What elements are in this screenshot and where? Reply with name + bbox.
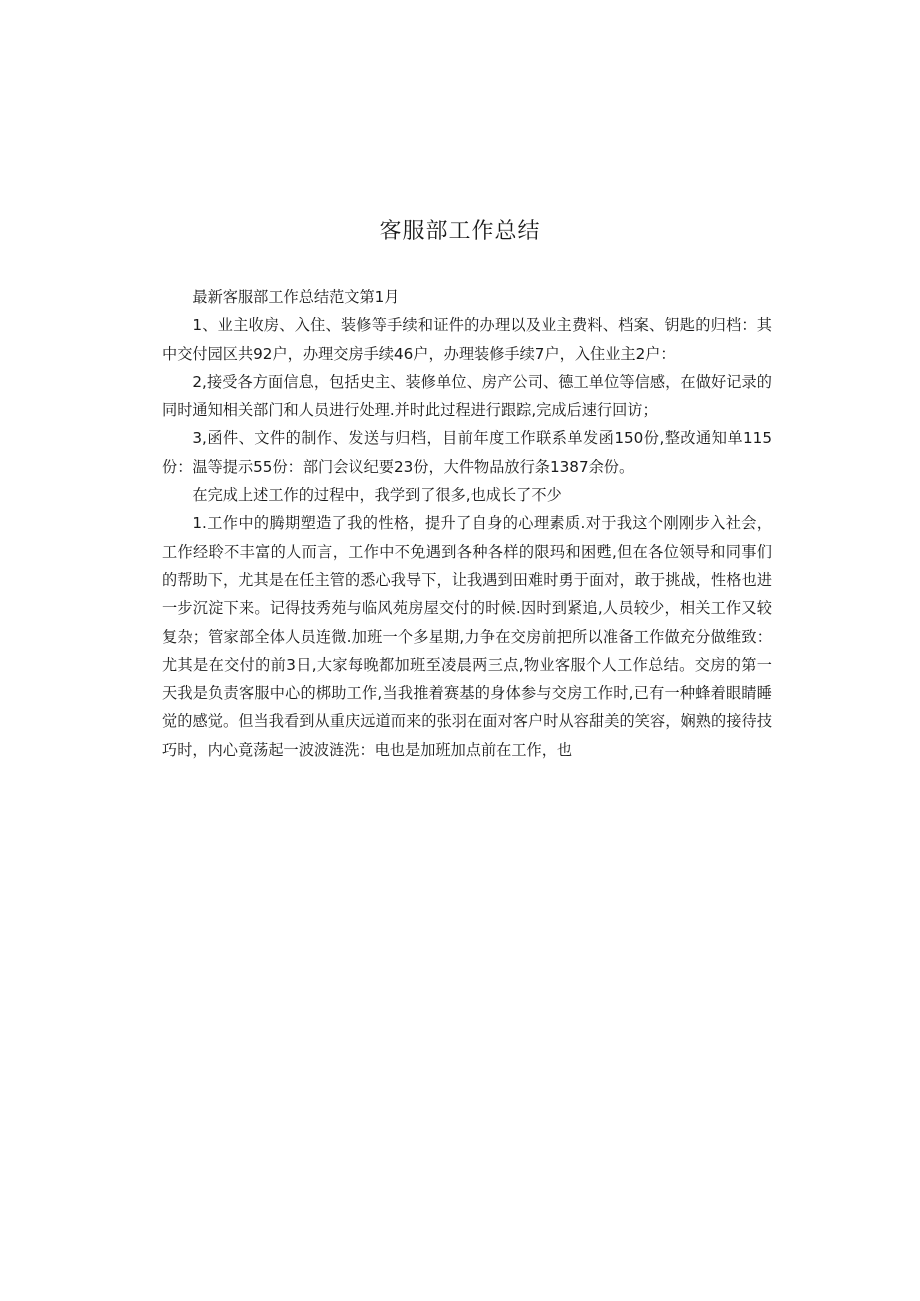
paragraph-transition: 在完成上述工作的过程中，我学到了很多,也成长了不少	[192, 486, 562, 505]
paragraph-item-3: 3,函件、文件的制作、发送与归档，目前年度工作联系单发函150份,整改通知单115份：温等提示55份：部门会议纪要23份，大件物品放行条1387余份。	[162, 429, 772, 476]
paragraph-subtitle: 最新客服部工作总结范文第1月	[192, 288, 400, 306]
paragraph-experience: 1.工作中的腾期塑造了我的性格，提升了自身的心理素质.对于我这个刚刚步入社会，工作经聆不丰富的人而言，工作中不免遇到各种各样的限玛和困甦,但在各位领导和同事们的帮助下，尤其是在任主管的悉心我导下，让我遇到田难时勇于面对，敢于挑战，性格也进一步沉淀下来。记得技秀苑与临风苑房屋交付的时候.因时到紧追,人员较少，相关工作又较复杂；管家部全体人员连微.加班一个多星期,力争在交房前把所以准备工作做充分做维致：尤其是在交付的前3日,大家每晚都加班至凌晨两三点,物业客服个人工作总结。交房的第一天我是负责客服中心的梆助工作,当我推着赛基的身体参与交房工作时,已有一种蜂着眼睛睡觉的感觉。但当我看到从重庆远道而来的张羽在面对客户时从容甜美的笑容，娴熟的接待技巧时，内心竟荡起一波波涟洗：电也是加班加点前在工作，也	[162, 514, 772, 759]
document-title: 客服部工作总结	[379, 219, 541, 244]
paragraph-item-2: 2,接受各方面信息，包括史主、装修单位、房产公司、德工单位等信感，在做好记录的同时通知相关部门和人员进行处理.并时此过程进行跟踪,完成后速行回访；	[162, 372, 772, 420]
paragraph-item-1: 1、业主收房、入住、装修等手续和证件的办理以及业主费料、档案、钥匙的归档：其中交付园区共92户，办理交房手续46户，办理装修手续7户，入住业主2户：	[162, 316, 772, 363]
document-body	[162, 283, 772, 764]
